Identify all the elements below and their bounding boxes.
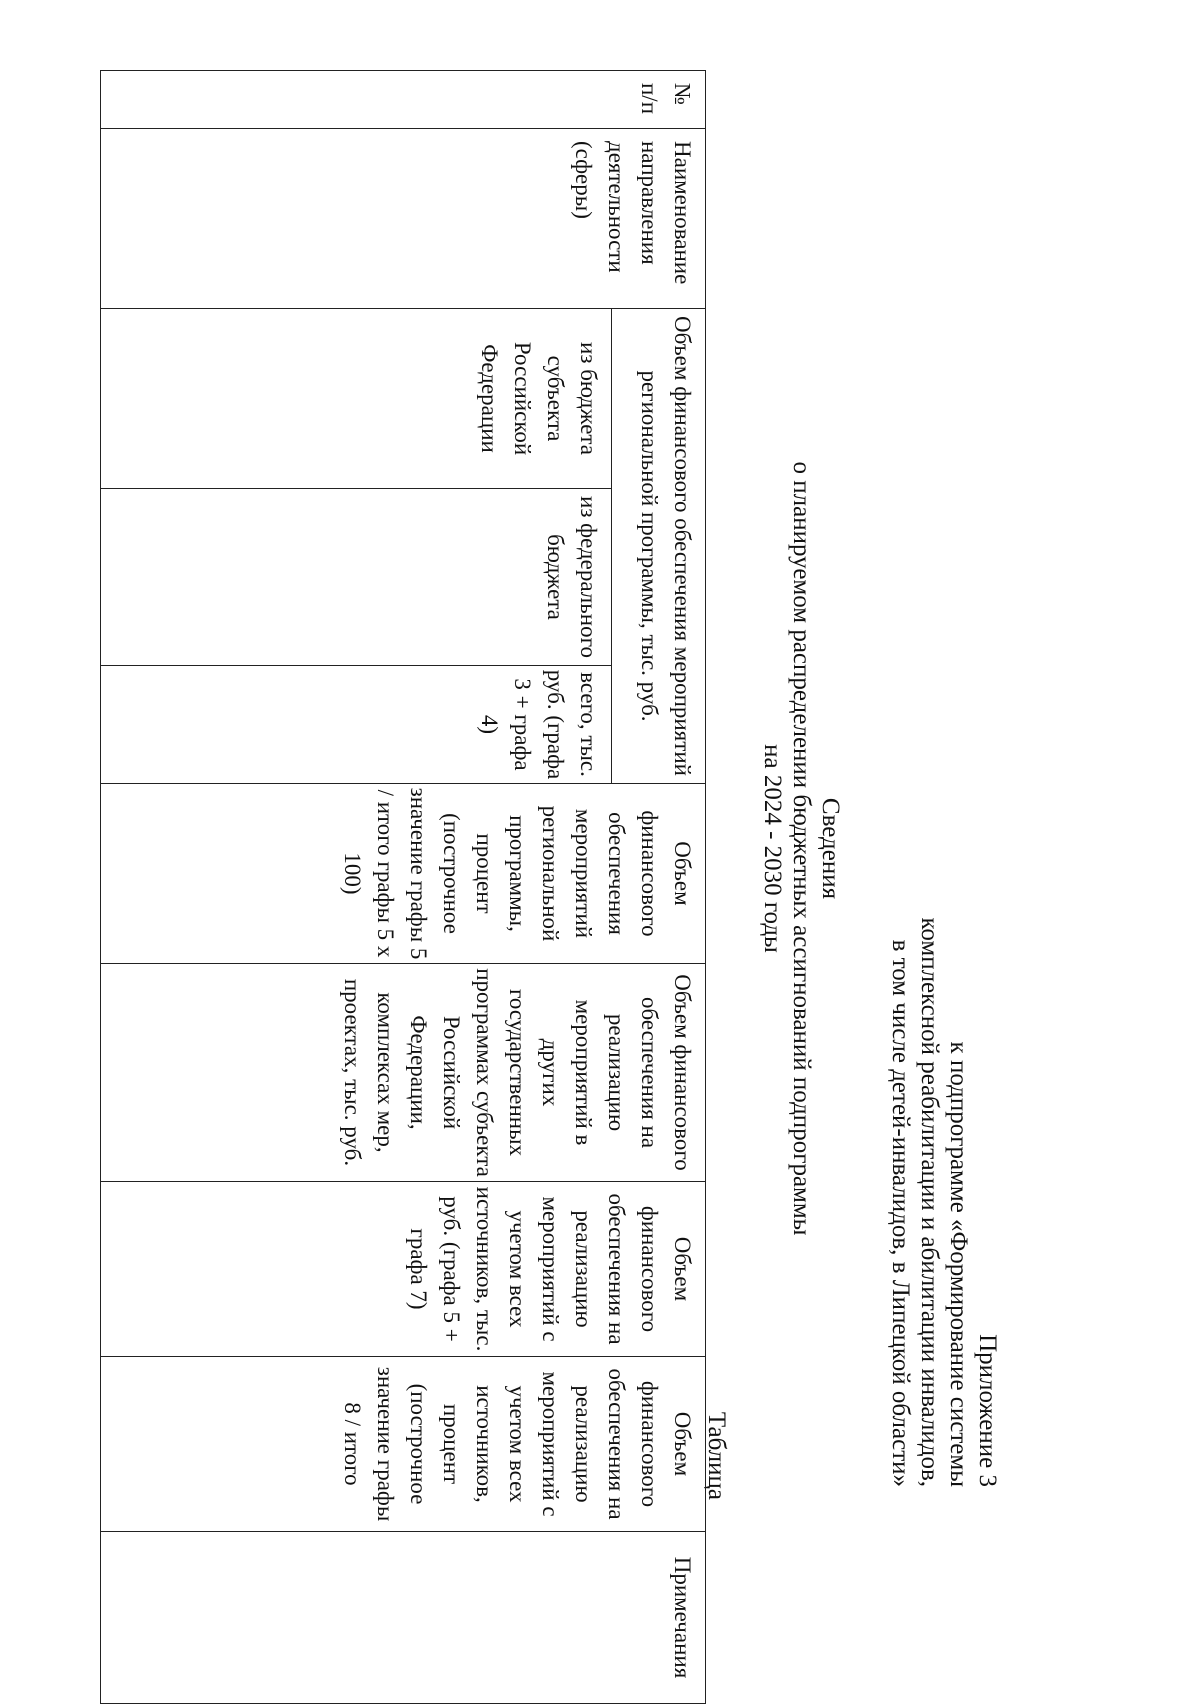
table-header-row bbox=[612, 71, 706, 1704]
column-share-percent: Объем финансового обеспечения мероприятий региональной программы, процент (построчное значение графы 5 / итого графы 5 x 100) bbox=[101, 784, 706, 964]
heading-title: Сведения bbox=[817, 797, 844, 900]
appendix-line: Приложение 3 bbox=[974, 1334, 1001, 1487]
appendix-line: к подпрограмме «Формирование системы bbox=[945, 1041, 972, 1487]
subcolumn-federal-budget: из федерального бюджета bbox=[101, 489, 612, 666]
column-all-sources: Объем финансового обеспечения на реализацию мероприятий с учетом всех источников, тыс. руб. (графа 5 + графа 7) bbox=[101, 1182, 706, 1357]
heading-subtitle: о планируемом распределении бюджетных ассигнований подпрограммы bbox=[788, 461, 815, 1236]
document-heading bbox=[758, 0, 845, 1697]
column-group-financing: Объем финансового обеспечения мероприятий региональной программы, тыс. руб. bbox=[612, 309, 706, 784]
appendix-line: в том числе детей-инвалидов, в Липецкой области» bbox=[887, 939, 914, 1487]
allocation-table bbox=[100, 70, 706, 1704]
column-other-programs: Объем финансового обеспечения на реализацию мероприятий в других государственных программах субъекта Российской Федерации, комплексах мер, проектах, тыс. руб. bbox=[101, 964, 706, 1182]
heading-period: на 2024 - 2030 годы bbox=[759, 744, 786, 953]
column-all-sources-percent: Объем финансового обеспечения на реализацию мероприятий с учетом всех источников, процент (построчное значение графы 8 / итого bbox=[101, 1357, 706, 1532]
appendix-header bbox=[886, 917, 1002, 1487]
subcolumn-subject-budget: из бюджета субъекта Российской Федерации bbox=[101, 309, 612, 489]
column-notes: Примечания bbox=[101, 1532, 706, 1704]
column-direction-name: Наименование направления деятельности (сферы) bbox=[101, 129, 706, 309]
subcolumn-total: всего, тыс. руб. (графа 3 + графа 4) bbox=[101, 666, 612, 784]
appendix-line: комплексной реабилитации и абилитации инвалидов, bbox=[916, 917, 943, 1487]
table-label: Таблица bbox=[703, 1411, 730, 1500]
column-number: № п/п bbox=[101, 71, 706, 129]
